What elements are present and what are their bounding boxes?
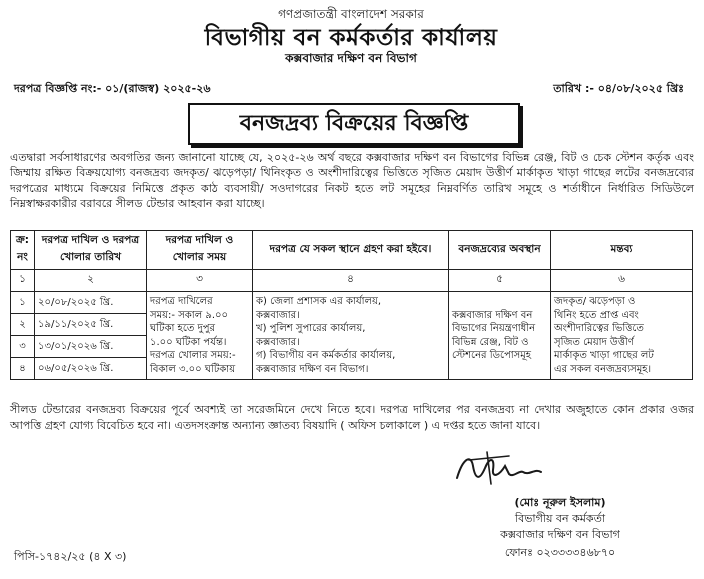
location-line: বিভাগের নিয়ন্ত্রণাধীন bbox=[452, 323, 536, 334]
place-line: খ) পুলিশ সুপারের কার্যালয়, bbox=[256, 323, 366, 334]
time-line: ঘটিকা হতে দুপুর bbox=[150, 323, 216, 334]
place-line: ক) জেলা প্রশাসক এর কার্যালয়, bbox=[256, 296, 382, 307]
government-name: গণপ্রজাতন্ত্রী বাংলাদেশ সরকার bbox=[278, 7, 424, 21]
handwritten-signature bbox=[449, 448, 559, 490]
memo-number: দরপত্র বিজ্ঞপ্তি নং:- ০১/(রাজস্ব) ২০২৫-২৬ bbox=[14, 82, 211, 95]
column-number: ৫ bbox=[449, 270, 551, 292]
signatory-phone: ফোনঃ ০২৩৩৩৩৪৬৮৭০ bbox=[504, 546, 616, 559]
row-serial: ৩ bbox=[11, 336, 35, 358]
conditions-paragraph: সীলড টেন্ডারের বনজদ্রব্য বিক্রয়ের পূর্বে অবশ্যই তা সরেজমিনে দেখে নিতে হবে। দরপত্র দাখিলের পর বনজদ্রব্য না দেখার অজুহাতে কোন প্রকার ওজর আপত্তি গ্রহণ যোগ্য বিবেচিত হবে না। এতদসংক্রান্ত অন্যান্য জ্ঞাতব্য বিষয়াদি ( অফিস চলাকালে ) এ দপ্তর হতে জানা যাবে। bbox=[10, 403, 694, 432]
table-header-row bbox=[11, 231, 693, 270]
remark-line: এর সকল বনজদ্রব্যসমূহ। bbox=[554, 363, 652, 375]
header-place: দরপত্র যে সকল স্থানে গ্রহণ করা হইবে। bbox=[253, 231, 449, 270]
remark-line: সৃজিত মেয়াদ উত্তীর্ণ bbox=[554, 336, 634, 348]
row-serial: ৪ bbox=[11, 358, 35, 380]
column-number: ১ bbox=[11, 270, 35, 292]
intro-paragraph: এতদ্বারা সর্বসাধারণের অবগতির জন্য জানানো যাচ্ছে যে, ২০২৫-২৬ অর্থ বছরে কক্সবাজার দক্ষিণ বন বিভাগের বিভিন্ন রেঞ্জ, বিট ও চেক স্টেশন কর্তৃক এবং জিম্মায় রক্ষিত বিক্রয়যোগ্য বনজদ্রব্য জদকৃত/ ঝড়েপড়া/ থিনিংকৃত ও অংশীদারিত্বের ভিত্তিতে সৃজিত মেয়াদ উত্তীর্ণ মার্কাকৃত খাড়া গাছের লটের বনজদ্রব্যের দরপত্রের মাধ্যমে বিক্রয়ের নিমিত্তে প্রকৃত কাঠ ব্যবসায়ী/ সওদাগরের নিকট হতে লট সমূহের নিম্নবর্ণিত তারিখ সমূহে ও শর্তাধীনে নির্ধারিত সিডিউলে নিম্নস্বাক্ষরকারীর বরাবরে সীলড টেন্ডার আহবান করা যাচ্ছে। bbox=[10, 151, 694, 211]
row-serial: ১ bbox=[11, 292, 35, 314]
column-number: ৩ bbox=[147, 270, 253, 292]
row-date: ১৯/১১/২০২৫ খ্রি. bbox=[35, 314, 147, 336]
remark-line: জদকৃত/ ঝড়েপড়া ও bbox=[554, 296, 636, 307]
time-line: বিকাল ৩.০০ ঘটিকায় bbox=[150, 363, 236, 375]
place-cell bbox=[253, 292, 449, 380]
place-line: গ) বিভাগীয় বন কর্মকর্তার কার্যালয়, bbox=[256, 350, 396, 361]
location-cell bbox=[449, 292, 551, 380]
notice-date: তারিখ :- ০৪/০৮/২০২৫ খ্রিঃ bbox=[553, 82, 684, 95]
header-time: দরপত্র দাখিল ও খোলার সময় bbox=[147, 231, 253, 270]
header-date: দরপত্র দাখিল ও দরপত্র খোলার তারিখ bbox=[35, 231, 147, 270]
remark-line: মার্কাকৃত খাড়া গাছের লট bbox=[554, 350, 654, 361]
time-line: দরপত্র খোলার সময়:- bbox=[150, 350, 236, 361]
signatory-office: কক্সবাজার দক্ষিণ বন বিভাগ bbox=[500, 528, 620, 541]
print-code: পিসি-১৭৪২/২৫ (৪ X ৩) bbox=[14, 550, 127, 563]
row-date: ২০/০৮/২০২৫ খ্রি. bbox=[35, 292, 147, 314]
location-line: স্টেশনের ডিপোসমূহ bbox=[452, 350, 532, 361]
table-row bbox=[11, 292, 693, 314]
time-line: সময়:- সকাল ৯.০০ bbox=[150, 309, 229, 321]
remarks-cell bbox=[551, 292, 693, 380]
signatory-designation: বিভাগীয় বন কর্মকর্তা bbox=[514, 512, 606, 525]
time-line: দরপত্র দাখিলের bbox=[150, 296, 213, 307]
location-line: বিভিন্ন রেঞ্জ, বিট ও bbox=[452, 336, 529, 348]
column-number-row bbox=[11, 270, 693, 292]
time-cell bbox=[147, 292, 253, 380]
row-serial: ২ bbox=[11, 314, 35, 336]
location-line: কক্সবাজার দক্ষিণ বন bbox=[452, 309, 533, 321]
office-name: বিভাগীয় বন কর্মকর্তার কার্যালয় bbox=[204, 25, 498, 51]
header-serial: ক্র: নং bbox=[11, 231, 35, 270]
row-date: ১৩/০১/২০২৬ খ্রি. bbox=[35, 336, 147, 358]
column-number: ৬ bbox=[551, 270, 693, 292]
place-line: কক্সবাজার। bbox=[256, 309, 300, 321]
row-date: ০৬/০৫/২০২৬ খ্রি. bbox=[35, 358, 147, 380]
remark-line: থিনিং হতে প্রাপ্ত এবং bbox=[554, 309, 639, 321]
header-location: বনজদ্রব্যের অবস্থান bbox=[449, 231, 551, 270]
time-line: ১.০০ ঘটিকা পর্যন্ত। bbox=[150, 336, 227, 348]
division-name: কক্সবাজার দক্ষিণ বন বিভাগ bbox=[285, 51, 417, 65]
signatory-name: (মোঃ নূরুল ইসলাম) bbox=[514, 496, 606, 509]
remark-line: অংশীদারিত্বের ভিত্তিতে bbox=[554, 323, 644, 334]
header-remarks: মন্তব্য bbox=[551, 231, 693, 270]
tender-schedule-table bbox=[10, 230, 693, 380]
column-number: ২ bbox=[35, 270, 147, 292]
place-line: কক্সবাজার। bbox=[256, 336, 300, 348]
notice-title: বনজদ্রব্য বিক্রয়ের বিজ্ঞপ্তি bbox=[188, 103, 520, 145]
place-line: কক্সবাজার দক্ষিণ বন বিভাগ। bbox=[256, 363, 369, 375]
tender-notice-page bbox=[4, 2, 698, 573]
column-number: ৪ bbox=[253, 270, 449, 292]
